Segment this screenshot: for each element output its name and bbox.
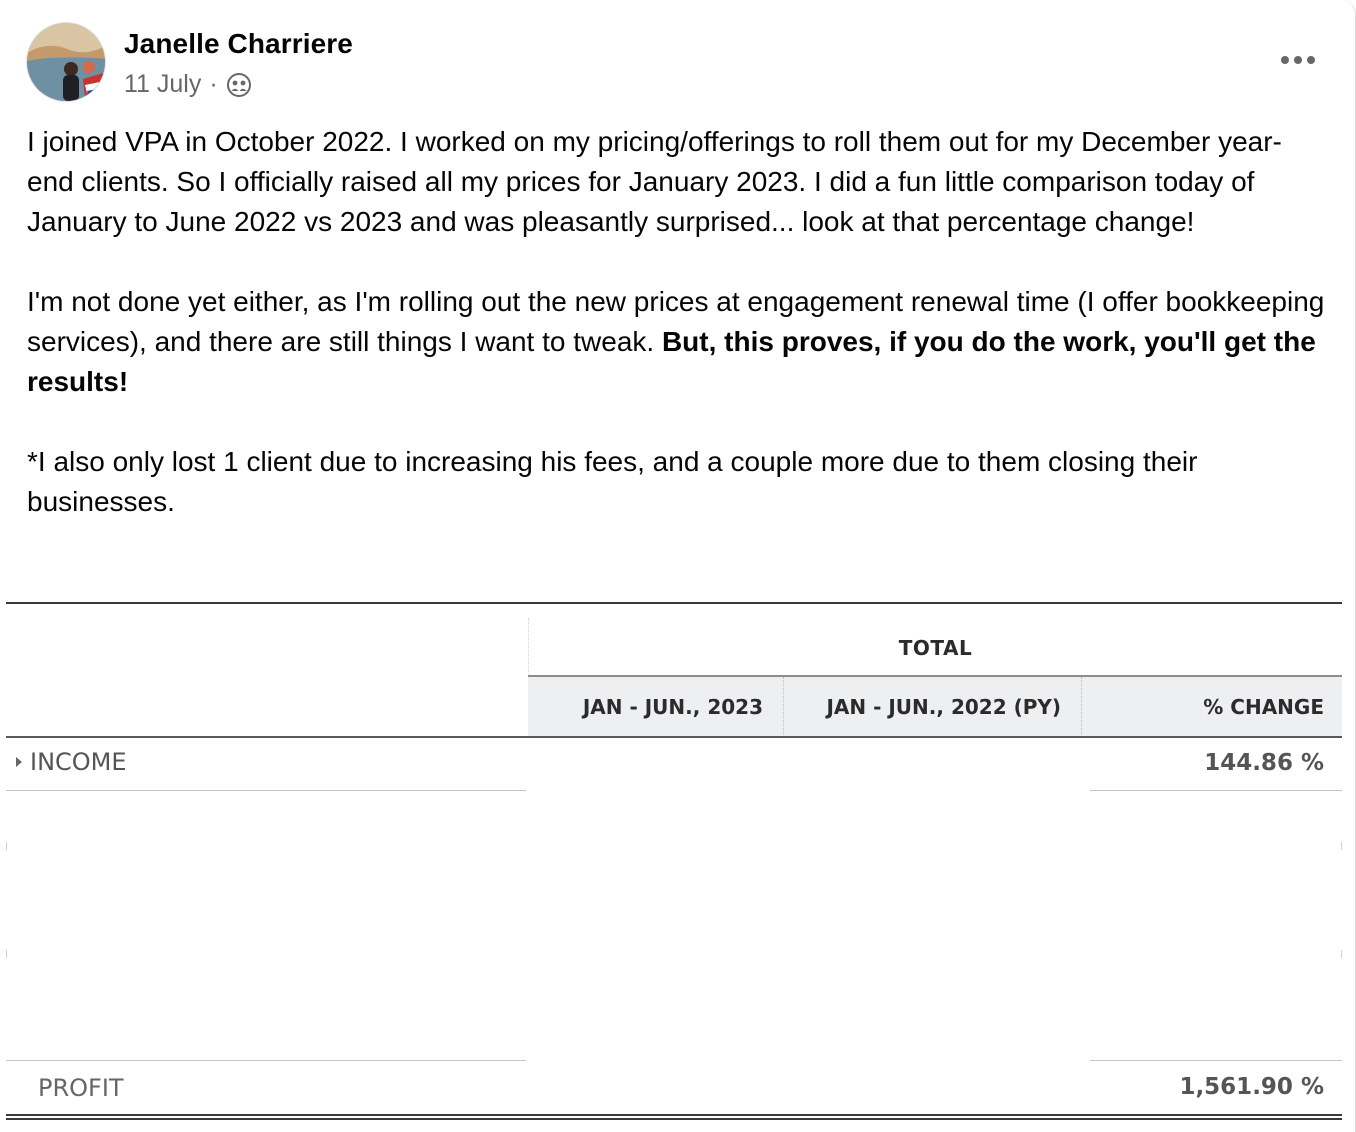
post-paragraph-2-bold: But, this proves, if you do the work, you'll get the results! [27,326,1316,397]
column-header-change: % CHANGE [1082,677,1342,737]
total-header [528,618,1342,676]
post-paragraph-3: *I also only lost 1 client due to increasing his fees, and a couple more due to them closing their businesses. [27,446,1198,517]
income-change: 144.86 % [1204,750,1324,776]
table-row-income [6,740,1342,790]
profit-change: 1,561.90 % [1179,1074,1324,1100]
profit-label: PROFIT [38,1074,124,1102]
profit-rule-right [1090,1060,1342,1061]
profit-rule-left [6,1060,526,1061]
table-row-profit [6,1064,1342,1114]
post-date[interactable]: 11 July [124,70,202,98]
post-header [26,22,1326,106]
meta-separator: · [209,70,218,98]
expand-caret-icon[interactable] [16,757,22,767]
report-top-rule [6,602,1342,604]
post-body [27,122,1327,522]
income-label-wrap[interactable] [16,748,127,776]
column-header-2022: JAN - JUN., 2022 (PY) [784,677,1082,737]
income-label: INCOME [30,748,127,776]
income-rule-left [6,790,526,791]
total-label: TOTAL [898,636,973,660]
edge-tick [6,842,7,850]
post-meta [124,70,252,99]
report-double-rule [6,1114,1342,1120]
edge-tick [1341,950,1342,958]
edge-tick [1341,842,1342,850]
more-options-icon [1280,55,1316,65]
avatar-photo [27,23,106,102]
post-paragraph-2 [27,282,1327,402]
column-header-2023: JAN - JUN., 2023 [528,677,784,737]
author-avatar[interactable] [26,22,106,102]
header-rule [6,736,1342,738]
group-icon [226,72,252,98]
post-paragraph-2-text: I'm not done yet either, as I'm rolling out the new prices at engagement renewal time (I offer bookkeeping services), and there are still things I want to tweak. [27,286,1325,357]
post-paragraph-1: I joined VPA in October 2022. I worked on my pricing/offerings to roll them out for my December year-end clients. So I officially raised all my prices for January 2023. I did a fun little comparison today of January to June 2022 vs 2023 and was pleasantly surprised... look at that percentage change! [27,126,1282,237]
report-image[interactable] [6,600,1342,1132]
income-rule-right [1090,790,1342,791]
edge-tick [6,950,7,958]
author-name[interactable]: Janelle Charriere [124,28,353,59]
more-options-button[interactable] [1274,40,1322,80]
